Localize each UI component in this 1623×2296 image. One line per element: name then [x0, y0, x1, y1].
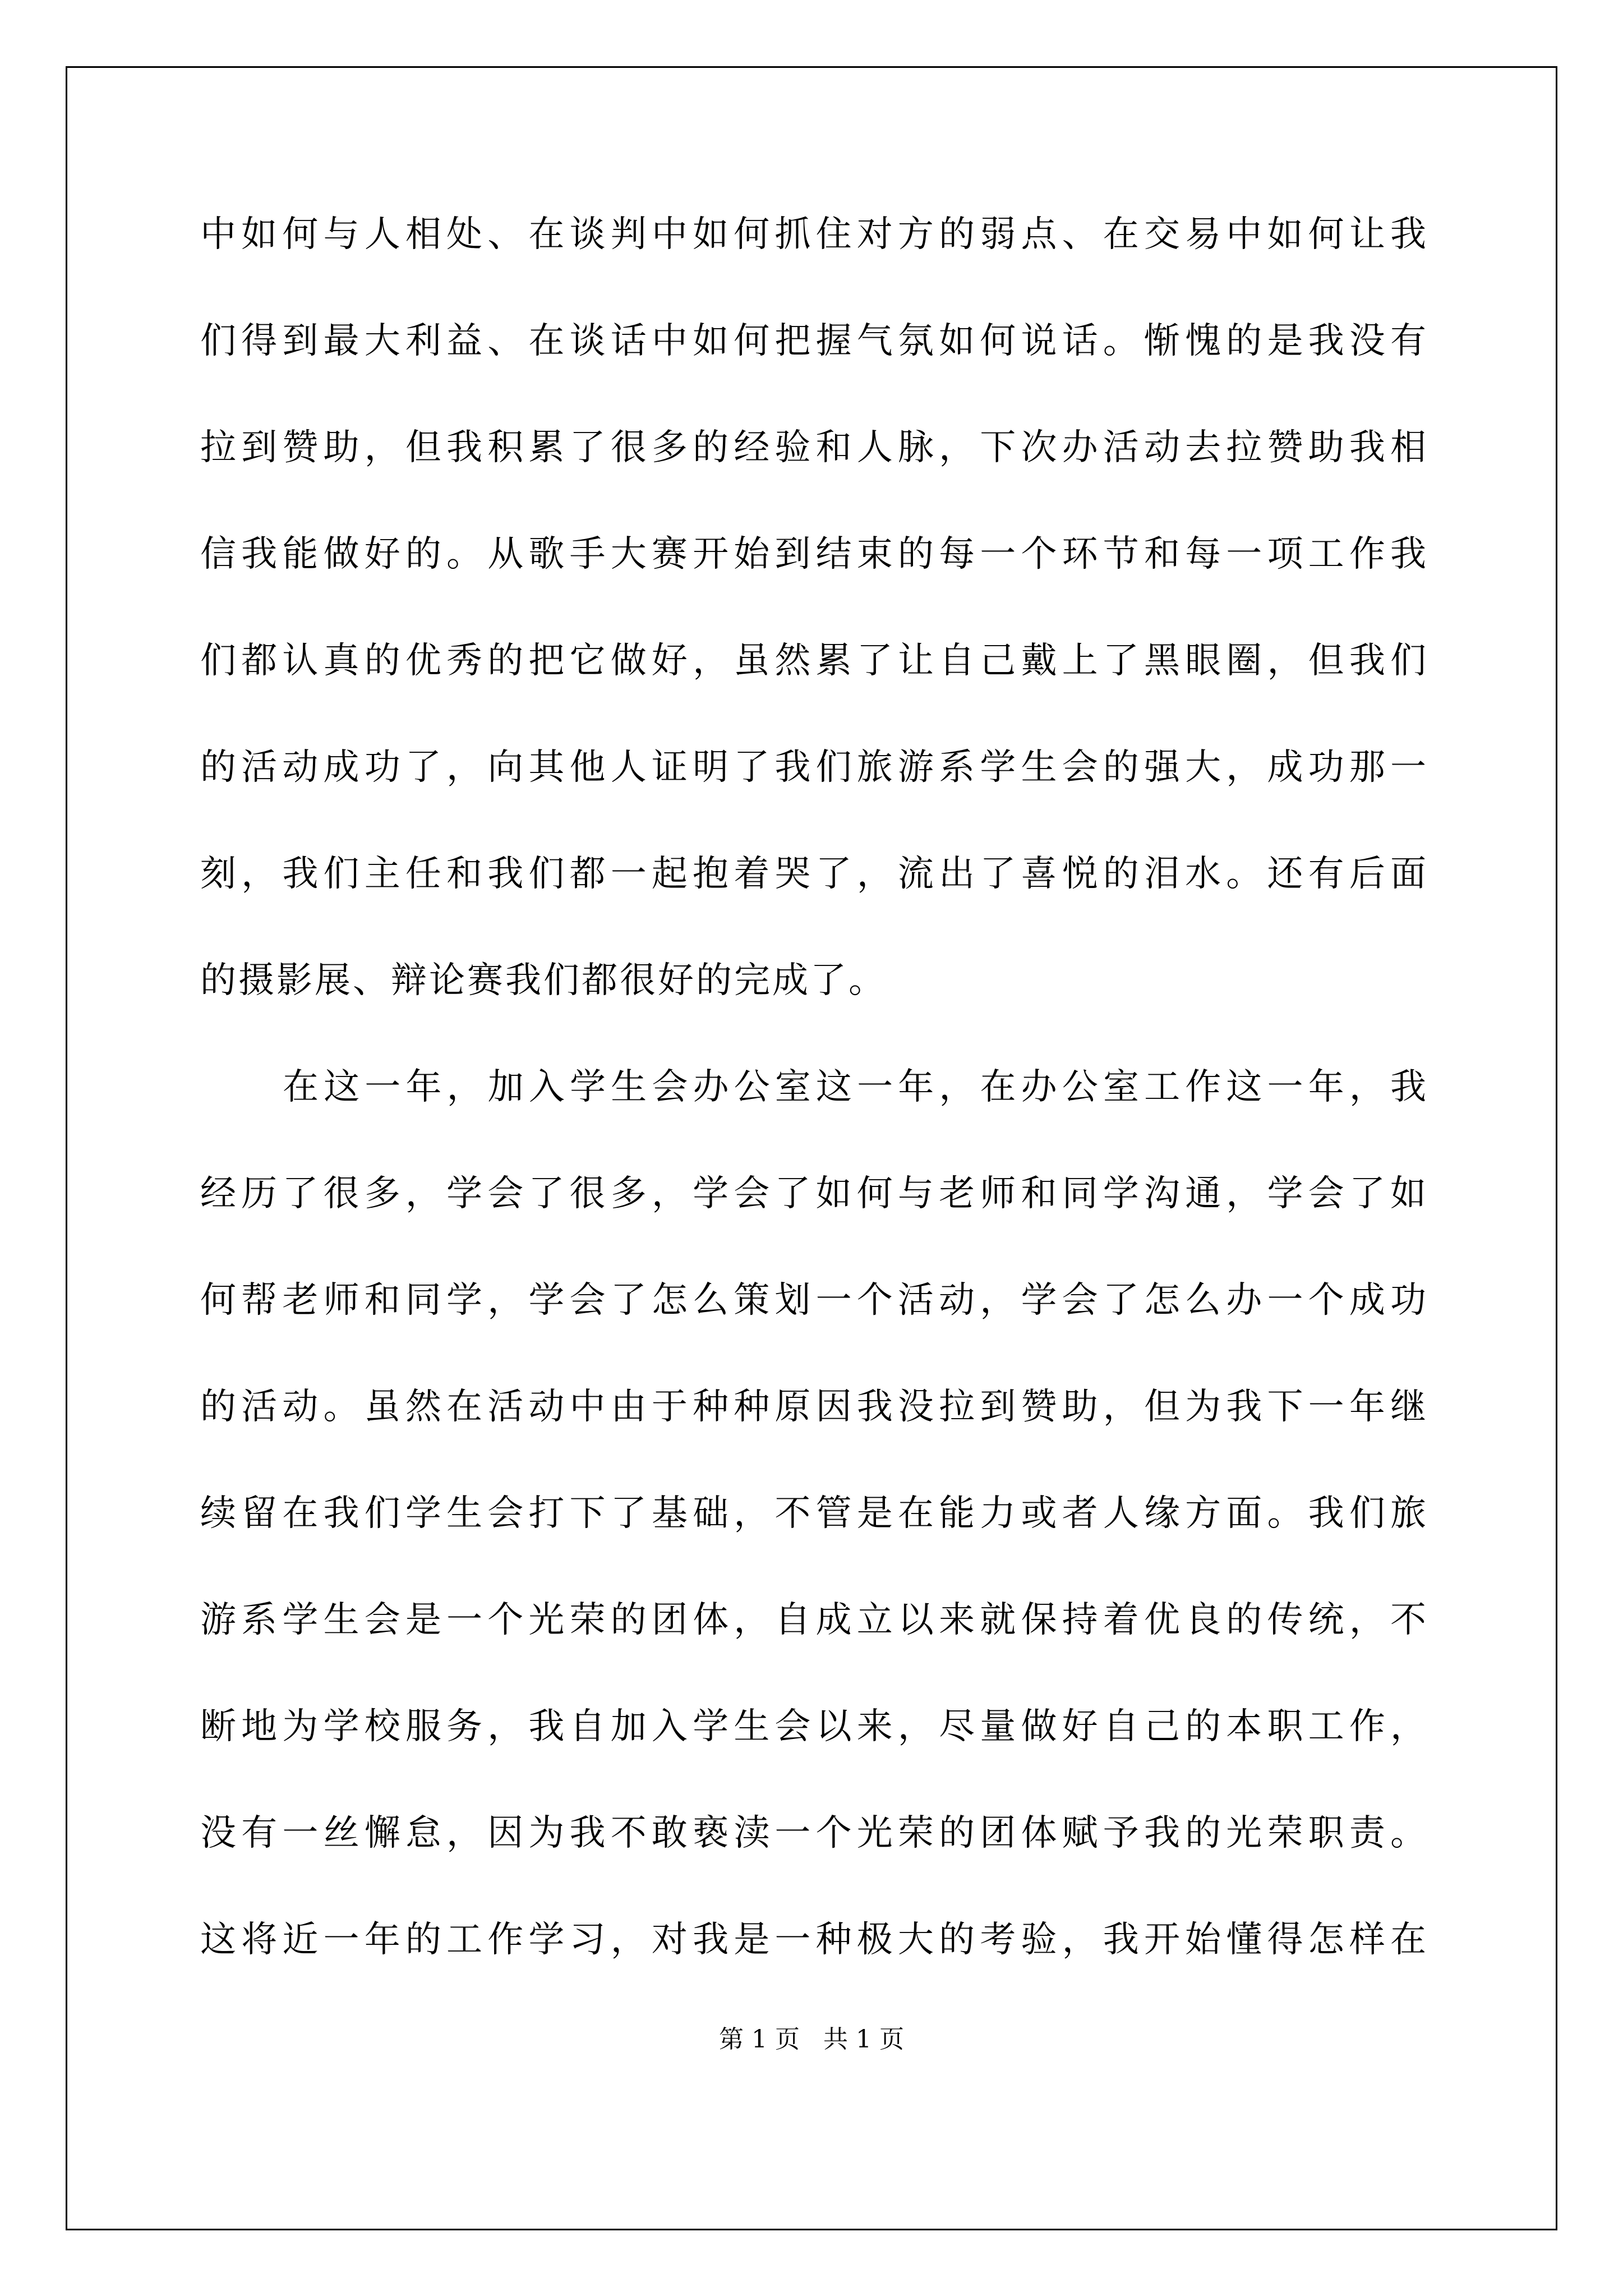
paragraph-1-line-1: 中如何与人相处、在谈判中如何抓住对方的弱点、在交易中如何让我: [200, 214, 1428, 255]
page-number-footer: 第 1 页 共 1 页: [719, 2025, 904, 2054]
paragraph-1-line-2: 们得到最大利益、在谈话中如何把握气氛如何说话。惭愧的是我没有: [200, 320, 1428, 362]
paragraph-2-line-5: 续留在我们学生会打下了基础，不管是在能力或者人缘方面。我们旅: [200, 1493, 1428, 1534]
paragraph-2-line-4: 的活动。虽然在活动中由于种种原因我没拉到赞助，但为我下一年继: [200, 1386, 1428, 1428]
paragraph-2-line-3: 何帮老师和同学，学会了怎么策划一个活动，学会了怎么办一个成功: [200, 1280, 1428, 1321]
paragraph-1-line-8: 的摄影展、辩论赛我们都很好的完成了。: [200, 960, 887, 1001]
paragraph-2-line-6: 游系学生会是一个光荣的团体，自成立以来就保持着优良的传统，不: [200, 1599, 1428, 1641]
paragraph-2-line-1: 在这一年，加入学生会办公室这一年，在办公室工作这一年，我: [283, 1066, 1428, 1108]
paragraph-2-line-8: 没有一丝懈怠，因为我不敢亵渎一个光荣的团体赋予我的光荣职责。: [200, 1812, 1428, 1854]
paragraph-1-line-7: 刻，我们主任和我们都一起抱着哭了，流出了喜悦的泪水。还有后面: [200, 853, 1428, 895]
paragraph-2-line-7: 断地为学校服务，我自加入学生会以来，尽量做好自己的本职工作，: [200, 1706, 1428, 1747]
paragraph-1-line-4: 信我能做好的。从歌手大赛开始到结束的每一个环节和每一项工作我: [200, 533, 1428, 575]
paragraph-2-line-9: 这将近一年的工作学习，对我是一种极大的考验，我开始懂得怎样在: [200, 1919, 1428, 1961]
paragraph-1-line-6: 的活动成功了，向其他人证明了我们旅游系学生会的强大，成功那一: [200, 747, 1428, 788]
paragraph-2-line-2: 经历了很多，学会了很多，学会了如何与老师和同学沟通，学会了如: [200, 1173, 1428, 1214]
paragraph-1-line-5: 们都认真的优秀的把它做好，虽然累了让自己戴上了黑眼圈，但我们: [200, 640, 1428, 682]
paragraph-1-line-3: 拉到赞助，但我积累了很多的经验和人脉，下次办活动去拉赞助我相: [200, 427, 1428, 468]
